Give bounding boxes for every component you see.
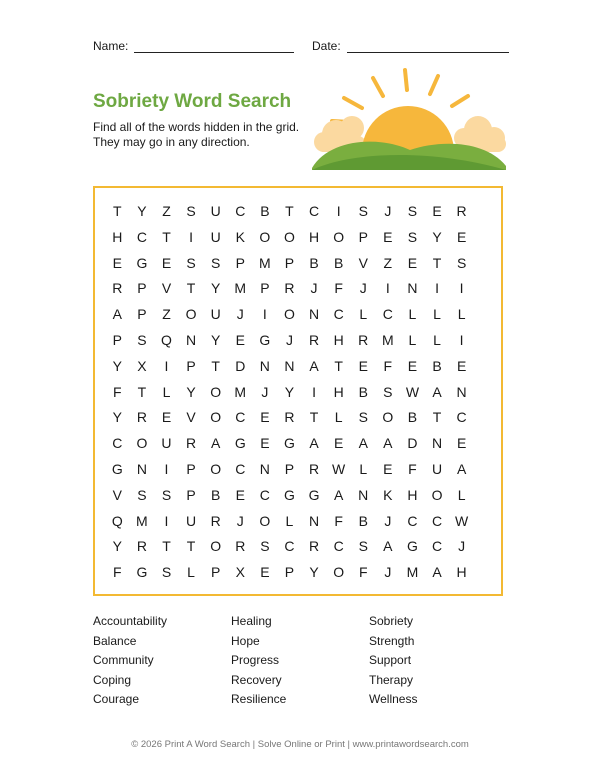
grid-cell[interactable]: I (164, 357, 169, 374)
grid-cell[interactable]: Z (383, 254, 393, 271)
grid-cell[interactable]: V (186, 409, 196, 426)
grid-cell[interactable]: O (210, 409, 222, 426)
grid-cell[interactable]: C (235, 409, 246, 426)
grid-cell[interactable]: E (260, 409, 270, 426)
grid-cell[interactable]: H (112, 228, 123, 245)
grid-cell[interactable]: Y (137, 203, 147, 219)
word-list-column-1 (93, 612, 167, 710)
grid-cell[interactable]: R (456, 203, 467, 219)
grid-cell[interactable]: U (186, 512, 197, 529)
grid-cell[interactable]: S (186, 254, 196, 271)
grid-cell[interactable]: F (113, 564, 122, 581)
grid-cell[interactable]: X (235, 564, 245, 581)
grid-cell[interactable]: U (161, 435, 172, 452)
grid-cell[interactable]: A (358, 435, 368, 452)
grid-cell[interactable]: D (235, 357, 246, 374)
grid-cell[interactable]: T (137, 383, 147, 400)
grid-cell[interactable]: F (408, 460, 417, 477)
grid-cell[interactable]: E (383, 460, 393, 477)
grid-cell[interactable]: S (260, 538, 270, 555)
grid-cell[interactable]: S (137, 486, 147, 503)
grid-cell[interactable]: R (210, 512, 221, 529)
grid-cell[interactable]: C (136, 228, 147, 245)
grid-cell[interactable]: C (235, 203, 246, 219)
grid-cell[interactable]: S (211, 254, 221, 271)
word-list-item: Support (369, 653, 412, 668)
grid-cell[interactable]: G (284, 435, 295, 452)
grid-cell[interactable]: Q (111, 512, 123, 529)
grid-cell[interactable]: G (259, 331, 271, 348)
grid-cell[interactable]: B (333, 254, 344, 271)
grid-cell[interactable]: O (259, 228, 271, 245)
grid-cell[interactable]: V (112, 486, 122, 503)
grid-cell[interactable]: E (333, 435, 344, 452)
instruction-line-1: Find all of the words hidden in the grid. (93, 120, 300, 134)
page-title: Sobriety Word Search (93, 91, 292, 112)
grid-cell[interactable]: A (456, 460, 467, 477)
grid-cell[interactable]: E (235, 486, 245, 503)
grid-cell[interactable]: E (407, 357, 418, 374)
grid-cell[interactable]: Y (112, 409, 122, 426)
grid-cell[interactable]: Y (112, 538, 122, 555)
grid-cell[interactable]: E (112, 254, 122, 271)
grid-cell[interactable]: I (164, 512, 169, 529)
grid-cell[interactable]: S (407, 203, 418, 219)
grid-cell[interactable]: A (383, 435, 393, 452)
grid-cell[interactable]: Y (186, 383, 196, 400)
name-line[interactable] (134, 40, 294, 53)
word-list-column-2 (231, 612, 286, 710)
grid-cell[interactable]: V (358, 254, 368, 271)
grid-cell[interactable]: M (406, 564, 419, 581)
date-line[interactable] (347, 40, 509, 53)
grid-cell[interactable]: R (308, 460, 320, 477)
grid-cell[interactable]: R (186, 435, 197, 452)
grid-cell[interactable]: S (161, 564, 172, 581)
grid-cell[interactable]: N (136, 460, 147, 477)
grid-cell[interactable]: J (359, 280, 367, 297)
grid-cell[interactable]: S (383, 383, 393, 400)
grid-cell[interactable]: N (431, 435, 443, 452)
instruction-line-2: They may go in any direction. (93, 135, 250, 149)
grid-cell[interactable]: O (284, 306, 295, 323)
grid-cell[interactable]: R (308, 538, 320, 555)
grid-cell[interactable]: M (234, 383, 247, 400)
grid-cell[interactable]: W (332, 460, 346, 477)
grid-cell[interactable]: P (186, 357, 196, 374)
grid-cell[interactable]: T (432, 254, 442, 271)
grid-cell[interactable]: G (111, 460, 123, 477)
grid-cell[interactable]: Y (211, 331, 221, 348)
grid-cell[interactable]: E (235, 331, 245, 348)
grid-cell[interactable]: A (432, 564, 442, 581)
grid-cell[interactable]: S (186, 203, 196, 219)
grid-cell[interactable]: S (358, 203, 368, 219)
grid-cell[interactable]: X (137, 357, 147, 374)
grid-cell[interactable]: E (456, 435, 467, 452)
grid-cell[interactable]: A (333, 486, 344, 503)
grid-cell[interactable]: O (333, 228, 345, 245)
grid-cell[interactable]: I (189, 228, 194, 245)
grid-cell[interactable]: C (333, 538, 344, 555)
grid-cell[interactable]: G (136, 564, 148, 581)
grid-cell[interactable]: B (358, 383, 368, 400)
word-list-column-3 (369, 612, 417, 710)
grid-cell[interactable]: P (112, 331, 122, 348)
grid-cell[interactable]: E (456, 228, 467, 245)
grid-cell[interactable]: U (210, 203, 221, 219)
grid-cell[interactable]: C (235, 460, 246, 477)
grid-cell[interactable]: E (358, 357, 368, 374)
grid-cell[interactable]: Z (162, 203, 171, 219)
grid-cell[interactable]: I (459, 331, 464, 348)
grid-cell[interactable]: P (186, 486, 196, 503)
grid-cell[interactable]: J (236, 512, 244, 529)
date-label: Date: (312, 39, 341, 53)
grid-cell[interactable]: N (259, 460, 270, 477)
grid-cell[interactable]: O (284, 228, 295, 245)
grid-cell[interactable]: A (112, 306, 122, 323)
grid-cell[interactable]: O (210, 538, 222, 555)
grid-cell[interactable]: T (162, 228, 171, 245)
grid-cell[interactable]: O (382, 409, 394, 426)
grid-cell[interactable]: A (383, 538, 393, 555)
grid-cell[interactable]: J (384, 512, 392, 529)
grid-cell[interactable]: C (284, 538, 295, 555)
word-list-item: Courage (93, 692, 140, 707)
grid-cell[interactable]: B (260, 203, 270, 219)
grid-cell[interactable]: T (334, 357, 343, 374)
grid-cell[interactable]: Z (162, 306, 171, 323)
grid-cell[interactable]: O (136, 435, 148, 452)
grid-cell[interactable]: P (284, 460, 295, 477)
grid-cell[interactable]: N (284, 357, 295, 374)
grid-cell[interactable]: Q (161, 331, 172, 348)
grid-cell[interactable]: J (384, 564, 392, 581)
grid-cell[interactable]: L (433, 331, 441, 348)
grid-cell[interactable]: C (333, 306, 344, 323)
grid-cell[interactable]: G (406, 538, 418, 555)
grid-cell[interactable]: D (407, 435, 418, 452)
grid-cell[interactable]: L (433, 306, 441, 323)
grid-cell[interactable]: L (334, 409, 343, 426)
grid-cell[interactable]: B (211, 486, 221, 503)
grid-cell[interactable]: S (358, 409, 368, 426)
word-list-item: Recovery (231, 672, 282, 687)
grid-cell[interactable]: R (308, 331, 320, 348)
grid-cell[interactable]: P (211, 564, 221, 581)
grid-cell[interactable]: H (308, 228, 320, 245)
grid-cell[interactable]: J (285, 331, 293, 348)
word-list-item: Hope (231, 633, 260, 648)
grid-cell[interactable]: J (236, 306, 244, 323)
grid-cell[interactable]: R (358, 331, 369, 348)
grid-cell[interactable]: H (333, 331, 344, 348)
grid-cell[interactable]: J (310, 280, 318, 297)
grid-cell[interactable]: C (382, 306, 393, 323)
grid-cell[interactable]: N (186, 331, 197, 348)
grid-cell[interactable]: E (161, 409, 172, 426)
grid-cell[interactable]: O (333, 564, 345, 581)
grid-cell[interactable]: Y (211, 280, 221, 297)
grid-cell[interactable]: F (383, 357, 393, 374)
grid-cell[interactable]: E (407, 254, 418, 271)
grid-cell[interactable]: M (381, 331, 394, 348)
grid-cell[interactable]: C (456, 409, 467, 426)
grid-cell[interactable]: T (309, 409, 319, 426)
grid-cell[interactable]: I (385, 280, 390, 297)
grid-cell[interactable]: A (309, 357, 319, 374)
grid-cell[interactable]: N (456, 383, 467, 400)
grid-cell[interactable]: K (383, 486, 393, 503)
word-list-item: Therapy (369, 672, 414, 687)
grid-cell[interactable]: L (162, 383, 171, 400)
grid-cell[interactable]: G (308, 486, 320, 503)
grid-cell[interactable]: P (235, 254, 245, 271)
grid-cell[interactable]: G (136, 254, 148, 271)
instructions (93, 120, 299, 150)
grid-cell[interactable]: S (137, 331, 147, 348)
grid-cell[interactable]: H (407, 486, 418, 503)
word-list-item: Strength (369, 633, 415, 648)
grid-cell[interactable]: Y (309, 564, 319, 581)
grid-cell[interactable]: L (187, 564, 195, 581)
footer: © 2026 Print A Word Search | Solve Online or Print | www.printawordsearch.com (131, 739, 469, 750)
grid-cell[interactable]: P (137, 306, 147, 323)
grid-cell[interactable]: B (432, 357, 442, 374)
name-label: Name: (93, 39, 129, 53)
grid-cell[interactable]: O (431, 486, 443, 503)
word-list-item: Balance (93, 633, 137, 648)
grid-cell[interactable]: A (309, 435, 319, 452)
grid-cell[interactable]: F (113, 383, 122, 400)
grid-cell[interactable]: B (358, 512, 368, 529)
grid-cell[interactable]: S (358, 538, 368, 555)
grid-cell[interactable]: C (259, 486, 270, 503)
grid-cell[interactable]: O (185, 306, 197, 323)
grid-cell[interactable]: C (431, 512, 443, 529)
grid-cell[interactable]: W (455, 512, 469, 529)
grid-cell[interactable]: T (211, 357, 220, 374)
grid-cell[interactable]: L (408, 306, 417, 323)
grid-cell[interactable]: Y (112, 357, 122, 374)
grid-cell[interactable]: G (234, 435, 246, 452)
grid-cell[interactable]: R (284, 409, 295, 426)
grid-cell[interactable]: J (261, 383, 269, 400)
grid-cell[interactable]: J (458, 538, 466, 555)
grid-cell[interactable]: N (308, 512, 320, 529)
grid-cell[interactable]: L (359, 306, 368, 323)
grid-cell[interactable]: V (161, 280, 172, 297)
grid-cell[interactable]: P (260, 280, 270, 297)
grid-cell[interactable]: I (312, 383, 316, 400)
grid-cell[interactable]: N (259, 357, 270, 374)
grid-cell[interactable]: C (112, 435, 123, 452)
grid-cell[interactable]: L (408, 331, 417, 348)
grid-cell[interactable]: U (210, 306, 221, 323)
grid-cell[interactable]: E (456, 357, 467, 374)
grid-cell[interactable]: E (260, 564, 270, 581)
grid-cell[interactable]: R (284, 280, 295, 297)
grid-cell[interactable]: T (162, 538, 171, 555)
grid-cell[interactable]: B (309, 254, 319, 271)
grid-cell[interactable]: C (431, 538, 443, 555)
grid-cell[interactable]: M (136, 512, 148, 529)
grid-cell[interactable]: N (407, 280, 418, 297)
grid-cell[interactable]: G (284, 486, 295, 503)
grid-cell[interactable]: L (457, 306, 466, 323)
grid-cell[interactable]: O (210, 460, 222, 477)
grid-cell[interactable]: T (432, 409, 442, 426)
word-list-item: Community (93, 653, 154, 668)
grid-cell[interactable]: N (308, 306, 320, 323)
grid-cell[interactable]: C (308, 203, 320, 219)
grid-cell[interactable]: L (285, 512, 294, 529)
word-list-item: Accountability (93, 614, 168, 628)
grid-cell[interactable]: P (186, 460, 196, 477)
grid-cell[interactable]: P (284, 254, 295, 271)
word-list-item: Healing (231, 614, 272, 628)
grid-cell[interactable]: S (161, 486, 172, 503)
grid-cell[interactable]: S (407, 228, 418, 245)
grid-cell[interactable]: H (456, 564, 467, 581)
grid-cell[interactable]: M (259, 254, 271, 271)
grid-cell[interactable]: C (407, 512, 418, 529)
grid-cell[interactable]: B (407, 409, 418, 426)
grid-cell[interactable]: O (259, 512, 271, 529)
grid-cell[interactable]: W (405, 383, 420, 400)
grid-cell[interactable]: T (285, 203, 294, 219)
grid-cell[interactable]: P (137, 280, 147, 297)
sunrise-illustration (310, 66, 508, 174)
grid-cell[interactable]: R (136, 538, 147, 555)
grid-cell[interactable]: S (456, 254, 467, 271)
grid-cell[interactable]: E (432, 203, 442, 219)
grid-cell[interactable]: R (235, 538, 246, 555)
word-search-grid-frame (93, 186, 503, 596)
grid-cell[interactable]: R (136, 409, 147, 426)
grid-cell[interactable]: N (358, 486, 369, 503)
grid-cell[interactable]: I (164, 460, 169, 477)
grid-cell[interactable]: E (383, 228, 393, 245)
grid-cell[interactable]: F (334, 280, 343, 297)
grid-cell[interactable]: T (113, 203, 122, 219)
grid-cell[interactable]: M (234, 280, 247, 297)
grid-cell[interactable]: T (186, 538, 196, 555)
grid-cell[interactable]: R (112, 280, 123, 297)
grid-cell[interactable]: A (211, 435, 221, 452)
grid-cell[interactable]: A (432, 383, 442, 400)
grid-cell[interactable]: O (210, 383, 222, 400)
grid-cell[interactable]: F (334, 512, 343, 529)
grid-cell[interactable]: J (384, 203, 392, 219)
word-list-item: Coping (93, 672, 132, 687)
grid-cell[interactable]: H (333, 383, 344, 400)
grid-cell[interactable]: L (359, 460, 368, 477)
grid-cell[interactable]: I (459, 280, 464, 297)
word-search-grid[interactable] (105, 199, 474, 586)
word-list-item: Progress (231, 653, 280, 668)
grid-cell[interactable]: Y (284, 383, 295, 400)
grid-cell[interactable]: I (262, 306, 267, 323)
grid-cell[interactable]: E (260, 435, 270, 452)
grid-cell[interactable]: F (358, 564, 368, 581)
word-list-item: Wellness (369, 692, 418, 707)
date-field[interactable] (312, 39, 509, 53)
grid-cell[interactable]: K (235, 228, 245, 245)
word-list-item: Sobriety (369, 614, 414, 628)
grid-cell[interactable]: U (431, 460, 443, 477)
word-list-item: Resilience (231, 692, 287, 707)
grid-cell[interactable]: P (358, 228, 368, 245)
grid-cell[interactable]: I (435, 280, 439, 297)
grid-cell[interactable]: U (210, 228, 221, 245)
grid-cell[interactable]: T (186, 280, 196, 297)
grid-cell[interactable]: Y (432, 228, 442, 245)
name-field[interactable] (93, 39, 294, 53)
grid-cell[interactable]: L (457, 486, 466, 503)
grid-cell[interactable]: I (336, 203, 341, 219)
grid-cell[interactable]: P (284, 564, 295, 581)
grid-cell[interactable]: E (161, 254, 172, 271)
